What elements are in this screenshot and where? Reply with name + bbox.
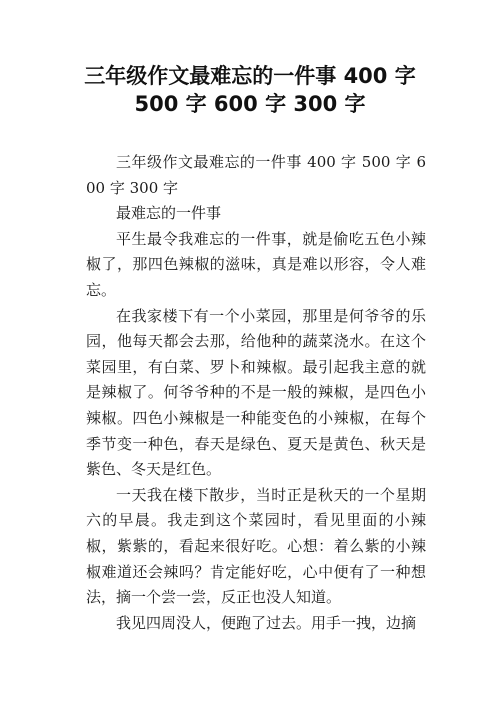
paragraph-2: 在我家楼下有一个小菜园，那里是何爷爷的乐园，他每天都会去那，给他种的蔬菜浇水。在这个菜园里，有白菜、罗卜和辣椒。最引起我主意的就是辣椒了。何爷爷种的不是一般的辣椒，是四色小辣椒。四色小辣椒是一种能变色的小辣椒，在每个季节变一种色，春天是绿色、夏天是黄色、秋天是紫色、冬天是红色。 bbox=[86, 306, 426, 479]
paragraph-intro: 三年级作文最难忘的一件事 400 字 500 字 600 字 300 字 bbox=[86, 153, 426, 197]
paragraph-3: 一天我在楼下散步，当时正是秋天的一个星期六的早晨。我走到这个菜园时，看见里面的小辣椒，紫紫的，看起来很好吃。心想：着么紫的小辣椒难道还会辣吗？肯定能好吃，心中便有了一种想法，摘一个尝一尝，反正也没人知道。 bbox=[86, 485, 426, 607]
paragraph-4: 我见四周没人，便跑了过去。用手一拽，边摘 bbox=[116, 613, 417, 632]
paragraph-1: 平生最令我难忘的一件事，就是偷吃五色小辣椒了，那四色辣椒的滋味，真是难以形容，令人难忘。 bbox=[86, 229, 426, 299]
document-title-line-2: 500 字 600 字 300 字 bbox=[134, 92, 366, 116]
document-title-line-1: 三年级作文最难忘的一件事 400 字 bbox=[84, 64, 416, 88]
document-body bbox=[86, 150, 426, 636]
paragraph-subtitle: 最难忘的一件事 bbox=[116, 204, 222, 223]
